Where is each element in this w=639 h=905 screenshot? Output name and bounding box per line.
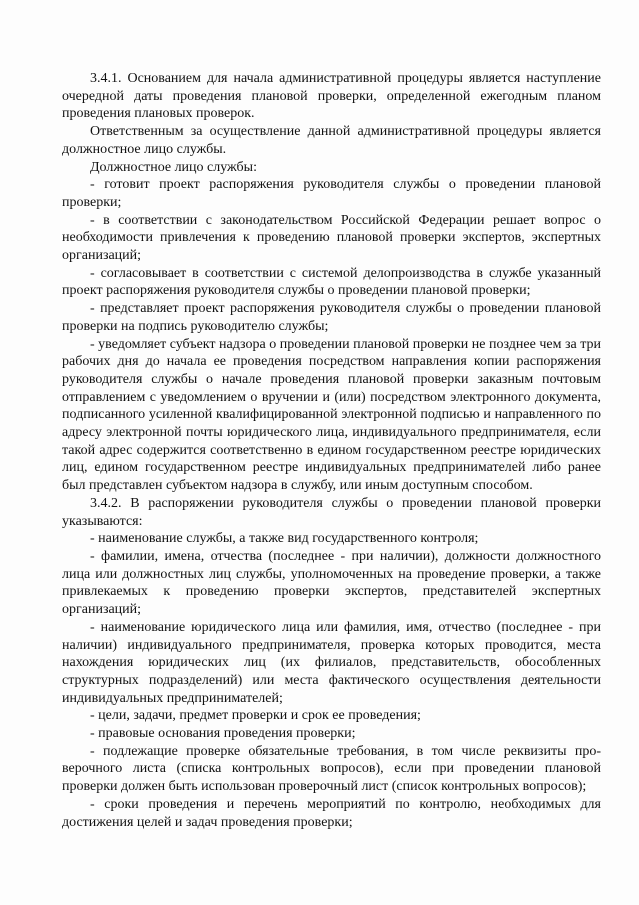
list-item: - сроки проведения и перечень мероприятий по контролю, необходимых для достижения целей и задач проведения проверки; (62, 796, 601, 830)
list-item: - правовые основания проведения проверки; (90, 726, 356, 742)
list-item: - фамилии, имена, отчества (последнее - при наличии), должности должностного лица или должностных лиц службы, уполномоченных на проведение проверки, а также привлекаемых к проведению проверки экспертов, представителей экспертных организаций; (62, 548, 601, 618)
list-item: - подлежащие проверке обязательные требования, в том числе реквизиты проверочного листа (списка контрольных вопросов), если при проведении плановой проверки должен быть использован проверочный лист (список контрольных вопросов); (62, 743, 601, 795)
list-item: - цели, задачи, предмет проверки и срок ее проведения; (90, 708, 421, 724)
list-item: - наименование службы, а также вид государственного контроля; (90, 531, 479, 547)
list-item: - представляет проект распоряжения руководителя службы о проведении плановой проверки на подпись руководителю службы; (62, 301, 601, 334)
list-item: - согласовывает в соответствии с системой делопроизводства в службе указанный проект распоряжения руководителя службы о проведении плановой проверки; (62, 265, 601, 299)
paragraph-3-4-1: 3.4.1. Основанием для начала административной процедуры является наступление очередной даты проведения плановой проверки, определенной ежегодным планом проведения плановых проверок. (62, 71, 601, 122)
list-item: - в соответствии с законодательством Российской Федерации решает вопрос о необходимости привлечения к проведению плановой проверки экспертов, экспертных организаций; (62, 212, 601, 264)
list-item: - наименование юридического лица или фамилия, имя, отчество (последнее - при наличии) индивидуального предпринимателя, проверка которых проводится, места нахождения юридических лиц (их филиалов, представительств, обособленных структурных подразделений) или места фактического осуществления деятельности индивидуальных предпринимателей; (62, 619, 601, 706)
paragraph-responsible: Ответственным за осуществление данной административной процедуры является должностное лицо службы. (62, 124, 601, 157)
list-item: - готовит проект распоряжения руководителя службы о проведении плановой проверки; (62, 177, 601, 210)
paragraph-official-intro: Должностное лицо службы: (90, 159, 257, 175)
paragraph-3-4-2: 3.4.2. В распоряжении руководителя службы о проведении плановой проверки указываются: (62, 495, 601, 529)
list-item: - уведомляет субъект надзора о проведении плановой проверки не позднее чем за три рабочих дня до начала ее проведения посредством направления копии распоряжения руководителя службы о начале проведения плановой проверки заказным почтовым отправлением с уведомлением о вручении и (или) посредством электронного документа, подписанного усиленной квалифицированной электронной подписью и направленного по адресу электронной почты юридического лица, индивидуального предпринимателя, если такой адрес содержится соответственно в едином государственном реестре юридических лиц, едином государственном реестре индивидуальных предпринимателей либо ранее был представлен субъектом надзора в службу, или иным доступным способом. (62, 336, 601, 494)
